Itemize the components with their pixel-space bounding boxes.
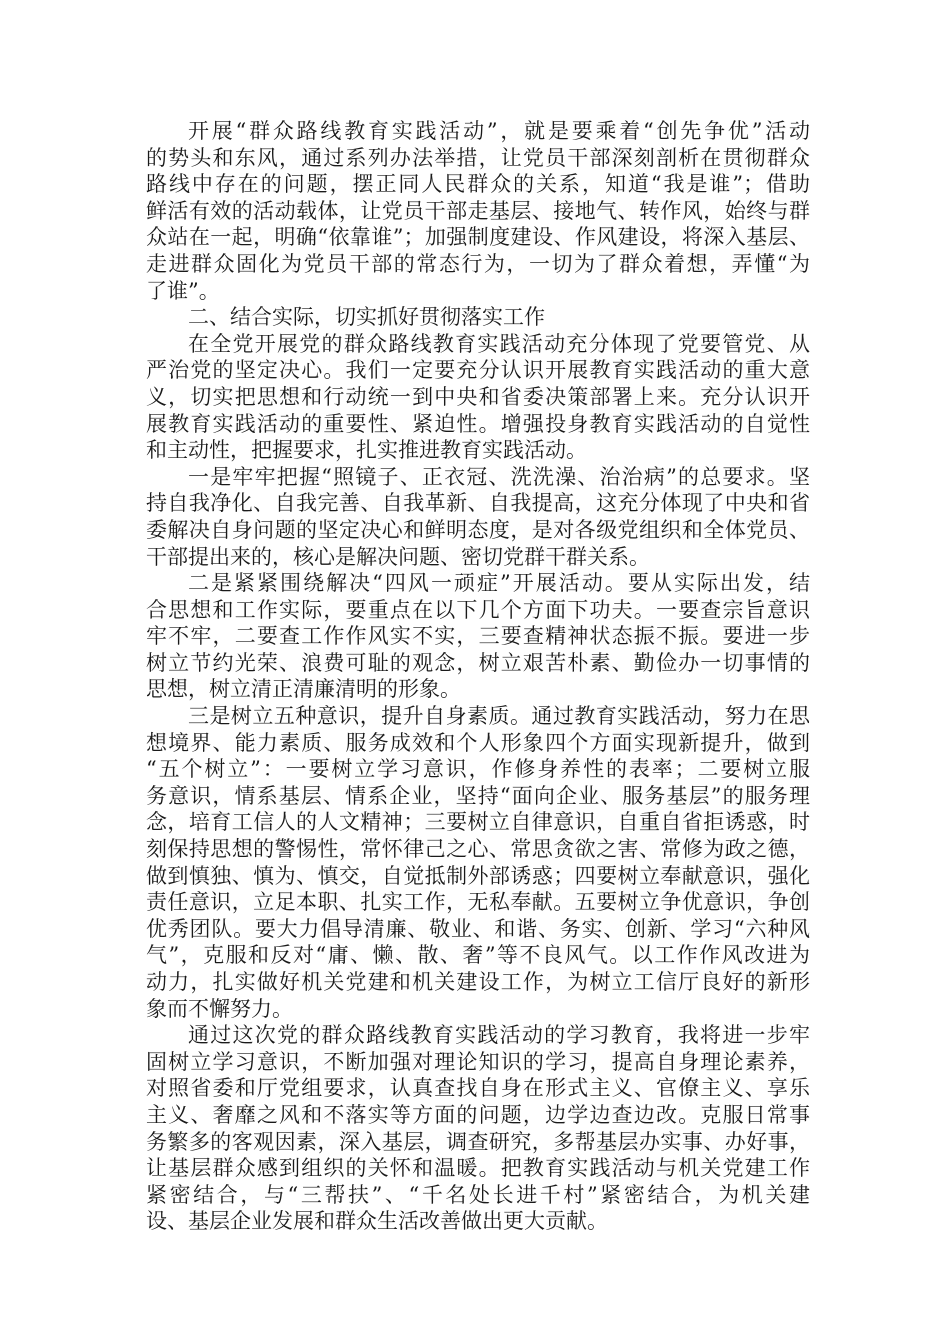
text-line: 设、基层企业发展和群众生活改善做出更大贡献。 <box>146 1209 608 1234</box>
text-line: 动力，扎实做好机关党建和机关建设工作，为树立工信厅良好的新形 <box>146 970 810 994</box>
text-line: 树立节约光荣、浪费可耻的观念，树立艰苦朴素、勤俭办一切事情的 <box>146 650 810 675</box>
text-line: 一是牢牢把握“照镜子、正衣冠、洗洗澡、治治病”的总要求。坚 <box>188 464 810 489</box>
text-line: 固树立学习意识，不断加强对理论知识的学习，提高自身理论素养， <box>146 1049 810 1074</box>
text-line: 二是紧紧围绕解决“四风一顽症”开展活动。要从实际出发，结 <box>188 571 810 596</box>
text-line: 务繁多的客观因素，深入基层，调查研究，多帮基层办实事、办好事， <box>146 1129 810 1154</box>
text-line: 念，培育工信人的人文精神；三要树立自律意识，自重自省拒诱惑，时 <box>146 810 810 835</box>
text-line: 通过这次党的群众路线教育实践活动的学习教育，我将进一步牢 <box>188 1023 810 1048</box>
text-line: 义，切实把思想和行动统一到中央和省委决策部署上来。充分认识开 <box>146 384 810 409</box>
text-line: 众站在一起，明确“依靠谁”；加强制度建设、作风建设，将深入基层、 <box>146 225 810 250</box>
text-line: 合思想和工作实际，要重点在以下几个方面下功夫。一要查宗旨意识 <box>146 597 810 622</box>
text-line: 严治党的坚定决心。我们一定要充分认识开展教育实践活动的重大意 <box>146 358 810 383</box>
text-line: 紧密结合，与“三帮扶”、“千名处长进千村”紧密结合，为机关建 <box>146 1182 810 1207</box>
text-line: 路线中存在的问题，摆正同人民群众的关系，知道“我是谁”；借助 <box>146 172 810 197</box>
text-line: 气”，克服和反对“庸、懒、散、奢”等不良风气。以工作作风改进为 <box>146 943 810 968</box>
document-body <box>146 118 810 1235</box>
text-line: 走进群众固化为党员干部的常态行为，一切为了群众着想，弄懂“为 <box>146 251 810 276</box>
text-line: 让基层群众感到组织的关怀和温暖。把教育实践活动与机关党建工作 <box>146 1156 810 1181</box>
text-line: 思想，树立清正清廉清明的形象。 <box>146 677 461 702</box>
text-line: 三是树立五种意识，提升自身素质。通过教育实践活动，努力在思 <box>188 704 810 729</box>
text-line: “五个树立”：一要树立学习意识，作修身养性的表率；二要树立服 <box>146 757 810 782</box>
text-line: 牢不牢，二要查工作作风实不实，三要查精神状态振不振。要进一步 <box>146 624 810 649</box>
text-line: 做到慎独、慎为、慎交，自觉抵制外部诱惑；四要树立奉献意识，强化 <box>146 863 810 888</box>
text-line: 开展“群众路线教育实践活动”，就是要乘着“创先争优”活动 <box>188 119 810 143</box>
text-line: 二、结合实际，切实抓好贯彻落实工作 <box>188 305 545 330</box>
text-line: 干部提出来的，核心是解决问题、密切党群干群关系。 <box>146 544 650 569</box>
text-line: 了谁”。 <box>146 278 220 303</box>
text-line: 务意识，情系基层、情系企业，坚持“面向企业、服务基层”的服务理 <box>146 783 810 808</box>
text-line: 刻保持思想的警惕性，常怀律己之心、常思贪欲之害、常修为政之德， <box>146 837 810 862</box>
text-line: 的势头和东风，通过系列办法举措，让党员干部深刻剖析在贯彻群众 <box>146 145 810 170</box>
text-line: 优秀团队。要大力倡导清廉、敬业、和谐、务实、创新、学习“六种风 <box>146 916 810 941</box>
text-line: 持自我净化、自我完善、自我革新、自我提高，这充分体现了中央和省 <box>146 491 810 516</box>
text-line: 象而不懈努力。 <box>146 996 293 1021</box>
text-line: 主义、奢靡之风和不落实等方面的问题，边学边查边改。克服日常事 <box>146 1102 810 1127</box>
text-line: 鲜活有效的活动载体，让党员干部走基层、接地气、转作风，始终与群 <box>146 198 810 223</box>
text-line: 和主动性，把握要求，扎实推进教育实践活动。 <box>146 438 587 463</box>
text-line: 委解决自身问题的坚定决心和鲜明态度，是对各级党组织和全体党员、 <box>146 517 810 542</box>
text-line: 对照省委和厅党组要求，认真查找自身在形式主义、官僚主义、享乐 <box>146 1076 810 1101</box>
text-line: 责任意识，立足本职、扎实工作，无私奉献。五要树立争优意识，争创 <box>146 890 810 915</box>
text-line: 想境界、能力素质、服务成效和个人形象四个方面实现新提升，做到 <box>146 730 810 755</box>
text-line: 展教育实践活动的重要性、紧迫性。增强投身教育实践活动的自觉性 <box>146 411 810 436</box>
text-line: 在全党开展党的群众路线教育实践活动充分体现了党要管党、从 <box>188 331 810 356</box>
